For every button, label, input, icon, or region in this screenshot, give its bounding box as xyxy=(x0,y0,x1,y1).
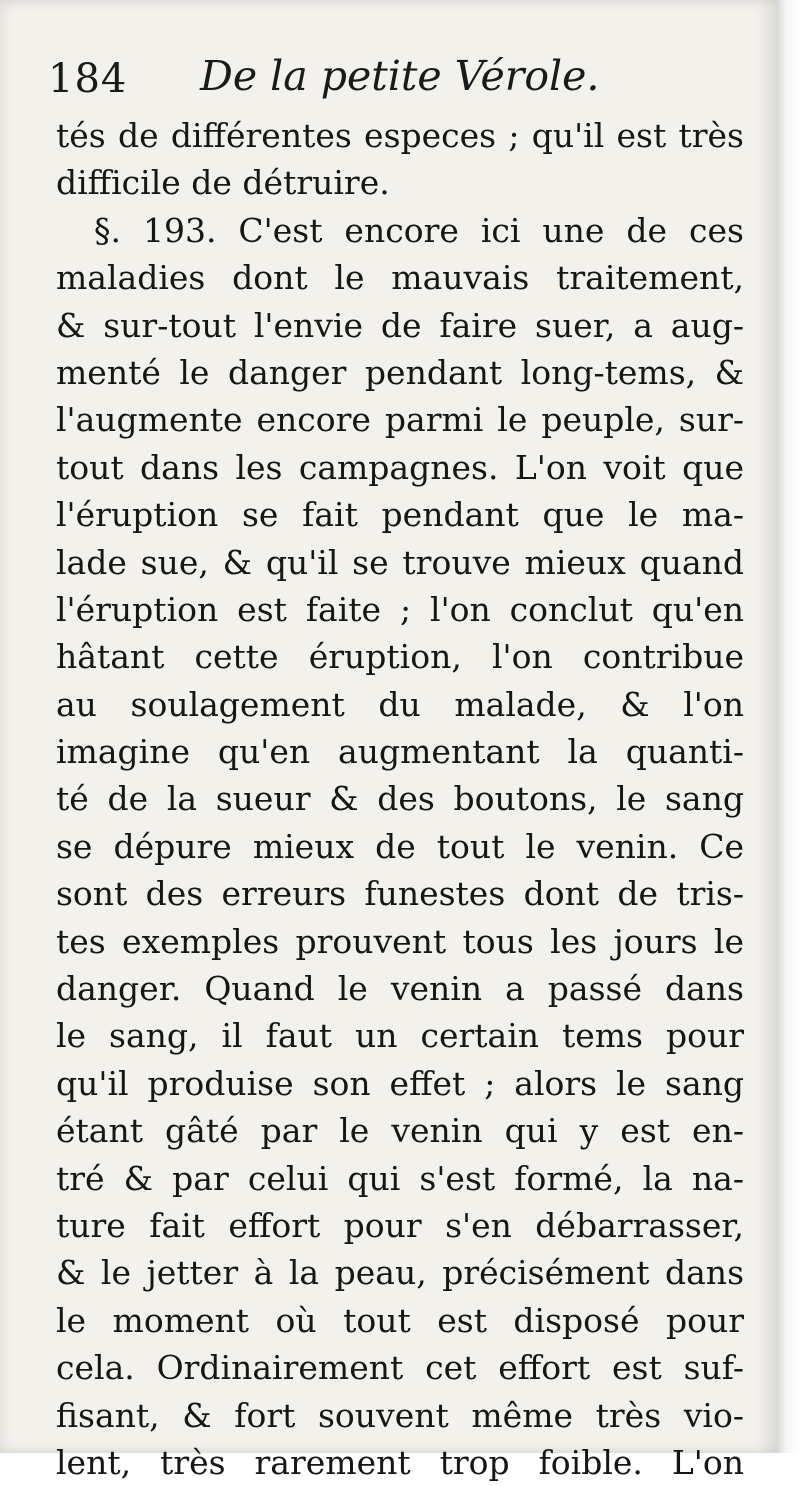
body-text xyxy=(56,112,756,1486)
text-line-13: au soulagement du malade, & l'on xyxy=(56,684,744,724)
text-line-8: tout dans les campagnes. L'on voit que xyxy=(56,447,744,487)
text-line-3: §. 193. C'est encore ici une de ces xyxy=(94,210,744,250)
text-line-22: étant gâté par le venin qui y est en- xyxy=(56,1111,744,1151)
text-line-14: imagine qu'en augmentant la quanti- xyxy=(56,732,744,772)
running-head: De la petite Vérole. xyxy=(200,52,600,100)
text-line-17: sont des erreurs funestes dont de tris- xyxy=(56,874,744,914)
text-line-25: & le jetter à la peau, précisément dans xyxy=(56,1253,744,1293)
text-line-26: le moment où tout est disposé pour xyxy=(56,1300,744,1340)
text-line-9: l'éruption se fait pendant que le ma- xyxy=(56,495,744,535)
text-line-20: le sang, il faut un certain tems pour xyxy=(56,1016,744,1056)
text-line-24: ture fait effort pour s'en débarrasser, xyxy=(56,1205,744,1245)
text-line-12: hâtant cette éruption, l'on contribue xyxy=(56,637,744,677)
page-header xyxy=(48,46,748,106)
text-line-6: menté le danger pendant long-tems, & xyxy=(56,352,744,392)
text-line-1: tés de différentes especes ; qu'il est très xyxy=(56,116,744,155)
text-line-21: qu'il produise son effet ; alors le sang xyxy=(56,1063,744,1103)
text-line-18: tes exemples prouvent tous les jours le xyxy=(56,921,744,961)
text-line-27: cela. Ordinairement cet effort est suf- xyxy=(56,1348,744,1388)
text-line-29: lent, très rarement trop foible. L'on xyxy=(56,1442,744,1482)
text-line-28: fisant, & fort souvent même très vio- xyxy=(56,1395,744,1435)
text-line-2: difficile de détruire. xyxy=(56,163,390,203)
text-line-19: danger. Quand le venin a passé dans xyxy=(56,969,744,1009)
text-line-7: l'augmente encore parmi le peuple, sur- xyxy=(56,400,744,440)
text-line-4: maladies dont le mauvais traitement, xyxy=(56,258,744,298)
text-line-23: tré & par celui qui s'est formé, la na- xyxy=(56,1158,744,1198)
text-line-16: se dépure mieux de tout le venin. Ce xyxy=(56,826,744,866)
text-line-15: té de la sueur & des boutons, le sang xyxy=(56,779,744,819)
text-line-10: lade sue, & qu'il se trouve mieux quand xyxy=(56,542,744,582)
page-number: 184 xyxy=(48,56,128,102)
text-line-5: & sur-tout l'envie de faire suer, a aug- xyxy=(56,305,744,345)
text-line-11: l'éruption est faite ; l'on conclut qu'en xyxy=(56,589,744,629)
page-edge xyxy=(778,0,800,1453)
